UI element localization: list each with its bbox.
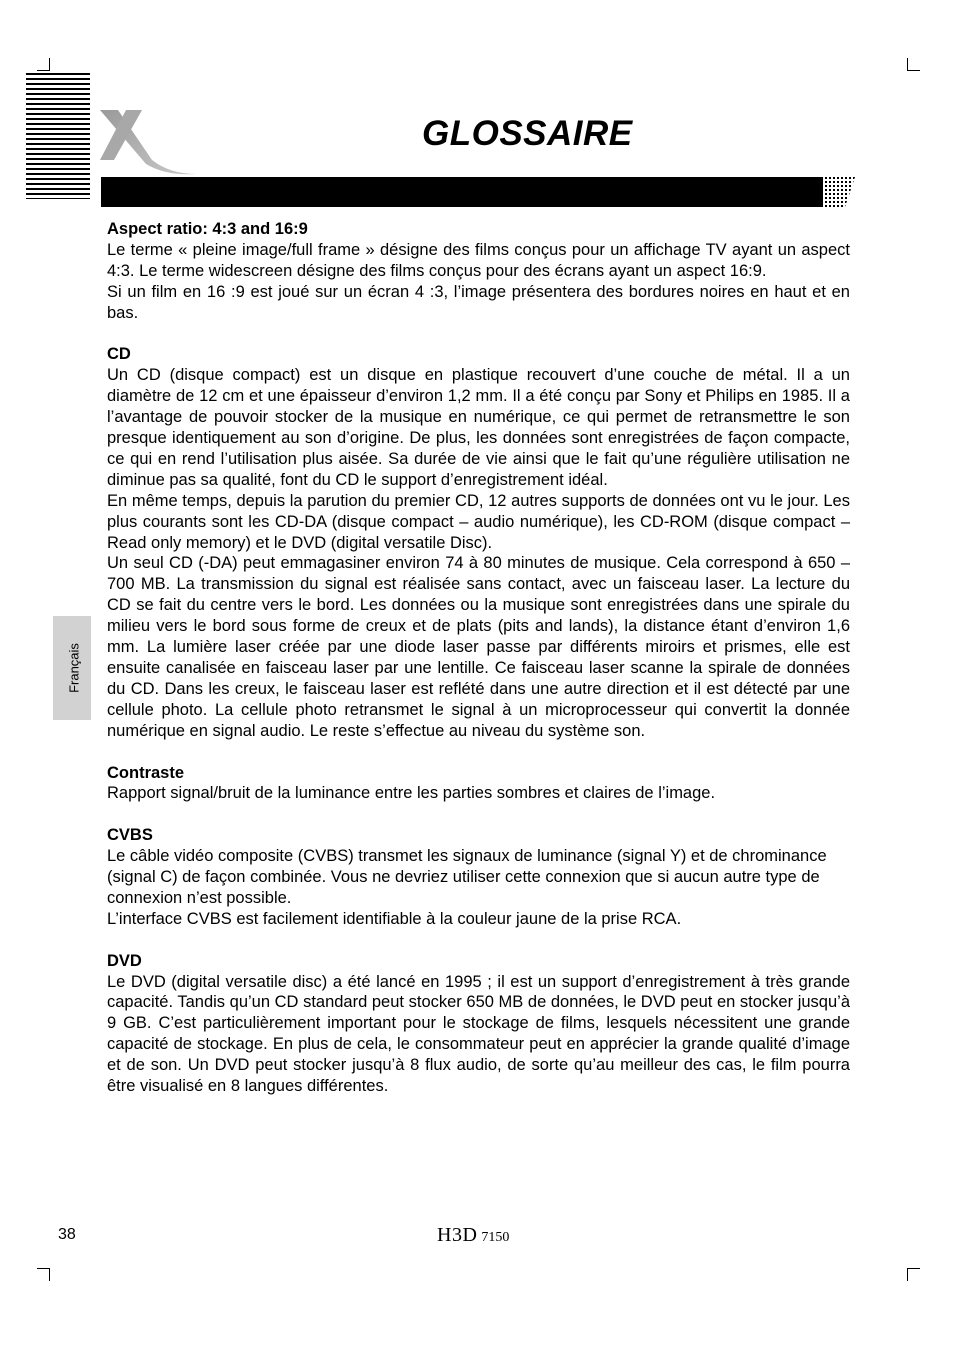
entry-heading: CD [107,345,131,364]
glossary-entry-dvd [107,951,850,1097]
page-number: 38 [58,1226,76,1243]
crop-mark-top-left [37,70,50,71]
entry-heading: Aspect ratio: 4:3 and 16:9 [107,220,308,238]
entry-paragraph: En même temps, depuis la parution du premier CD, 12 autres supports de données ont vu le jour. Les plus courants sont les CD-DA (disque compact – audio numérique), les CD-ROM (disque compact – Read only memory) et le DVD (digital versatile Disc). [107,491,850,552]
title-bar [101,177,855,207]
entry-paragraph: Un seul CD (-DA) peut emmagasiner environ 74 à 80 minutes de musique. Cela correspond à 650 – 700 MB. La transmission du signal est réalisée sans contact, avec un faisceau laser. La lecture du CD se fait du centre vers le bord. Les données ou la musique sont enregistrées dans une spirale du milieu vers le bord sous forme de creux et de plats (pits and lands), la distance étant d’environ 1,6 mm. La lumière laser créée par une diode laser passe par différents miroirs et prismes, elle est ensuite canalisée en faisceau laser par une lentille. Ce faisceau laser scanne la spirale de données du CD. Dans les creux, le faisceau laser est reflété dans une autre direction et il est détecté par une cellule photo. La cellule photo retransmet le signal à un microprocesseur qui convertit la donnée numérique en signal audio. Le reste s’effectue au niveau du système son. [107,554,850,740]
x-logo-icon [96,104,196,176]
glossary-content [107,219,850,1097]
entry-paragraph: Si un film en 16 :9 est joué sur un écran 4 :3, l’image présentera des bordures noires en haut et en bas. [107,282,850,322]
glossary-entry-cvbs [107,825,850,930]
glossary-entry-cd [107,344,850,741]
page-title: GLOSSAIRE [422,114,633,153]
header-stripes [26,73,90,199]
entry-paragraph: Rapport signal/bruit de la luminance entre les parties sombres et claires de l’image. [107,784,716,803]
entry-paragraph: Un CD (disque compact) est un disque en plastique recouvert d’une couche de métal. Il a un diamètre de 12 cm et une épaisseur d’environ 1,2 mm. Il a été conçu par Sony et Philips en 1985. Il a l’avantage de pouvoir stocker de la musique en numérique, ce qui permet de retransmettre le son presque identiquement au son d’origine. De plus, les données sont enregistrées de façon compacte, ce qui en rend l’utilisation plus aisée. Sa durée de vie ainsi que le fait qu’une régulière utilisation ne diminue pas sa qualité, font du CD le support d’enregistrement idéal. [107,366,850,489]
model-brand: H3D [437,1224,478,1246]
crop-mark-bottom-left [37,1268,50,1269]
crop-mark-bottom-left [49,1268,50,1281]
crop-mark-top-right [907,70,920,71]
entry-heading: DVD [107,951,142,970]
glossary-entry-contraste [107,763,850,805]
model-name [437,1224,509,1247]
model-number: 7150 [481,1230,510,1245]
language-label: Français [66,643,82,693]
glossary-entry-aspect-ratio [107,219,850,324]
entry-paragraph: Le DVD (digital versatile disc) a été lancé en 1995 ; il est un support d’enregistrement à très grande capacité. Tandis qu’un CD standard peut stocker 650 MB de données, le DVD peut en stocker jusqu’à 9 GB. C’est particulièrement important pour le stockage de films, lesquels nécessitent une grande capacité de stockage. En plus de cela, le consommateur peut en apprécier la grande qualité d’image et de son. Un DVD peut stocker jusqu’à 8 flux audio, de sorte qu’au meilleur des cas, le film pourra être visualisé en 8 langues différentes. [107,972,850,1096]
crop-mark-bottom-right [907,1268,920,1269]
entry-paragraph: Le câble vidéo composite (CVBS) transmet les signaux de luminance (signal Y) et de chrominance (signal C) de façon combinée. Vous ne devriez utiliser cette connexion que si aucun autre type de connexion n’est possible. [107,847,827,907]
entry-paragraph: Le terme « pleine image/full frame » désigne des films conçus pour un affichage TV ayant un aspect 4:3. Le terme widescreen désigne des films conçus pour des écrans ayant un aspect 16:9. [107,240,850,280]
crop-mark-bottom-right [907,1268,908,1281]
entry-heading: CVBS [107,826,153,845]
entry-heading: Contraste [107,763,185,782]
entry-paragraph: L’interface CVBS est facilement identifiable à la couleur jaune de la prise RCA. [107,909,682,928]
